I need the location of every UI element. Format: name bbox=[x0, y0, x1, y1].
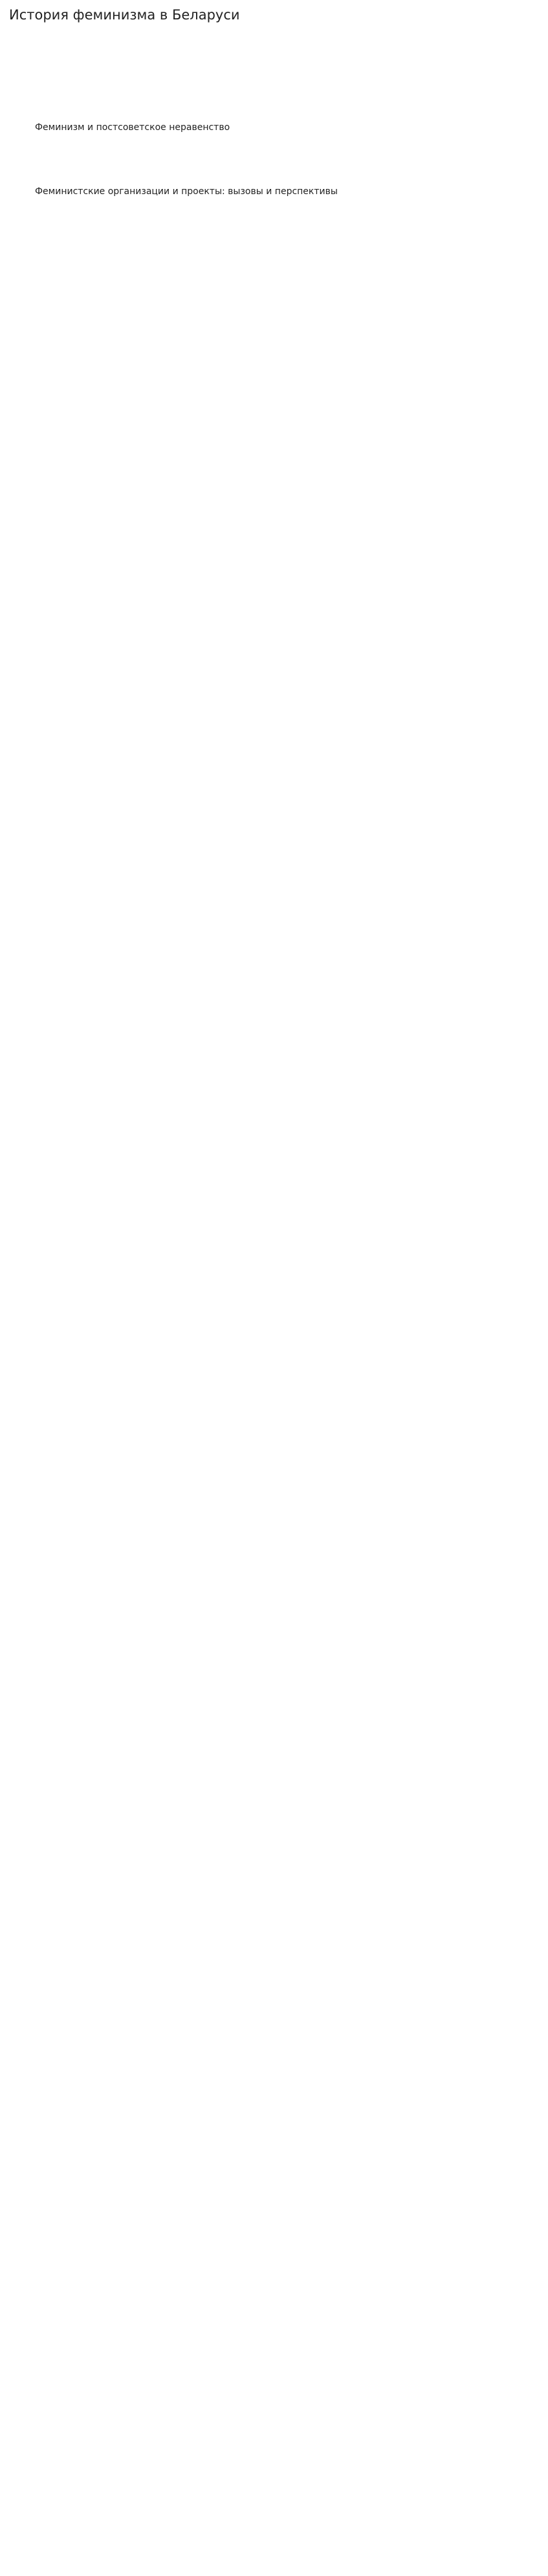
body-paragraph bbox=[9, 77, 539, 90]
section-heading: Феминистские организации и проекты: вызовы и перспективы bbox=[35, 186, 338, 197]
body-paragraph bbox=[9, 249, 539, 262]
body-paragraph bbox=[9, 99, 539, 112]
body-paragraph bbox=[9, 227, 539, 240]
body-paragraph bbox=[9, 33, 539, 46]
body-paragraph bbox=[9, 141, 539, 154]
page-title: История феминизма в Беларуси bbox=[9, 7, 240, 23]
body-paragraph bbox=[9, 55, 539, 68]
body-paragraph bbox=[9, 163, 539, 176]
body-paragraph bbox=[9, 205, 539, 218]
section-heading: Феминизм и постсоветское неравенство bbox=[35, 122, 230, 133]
